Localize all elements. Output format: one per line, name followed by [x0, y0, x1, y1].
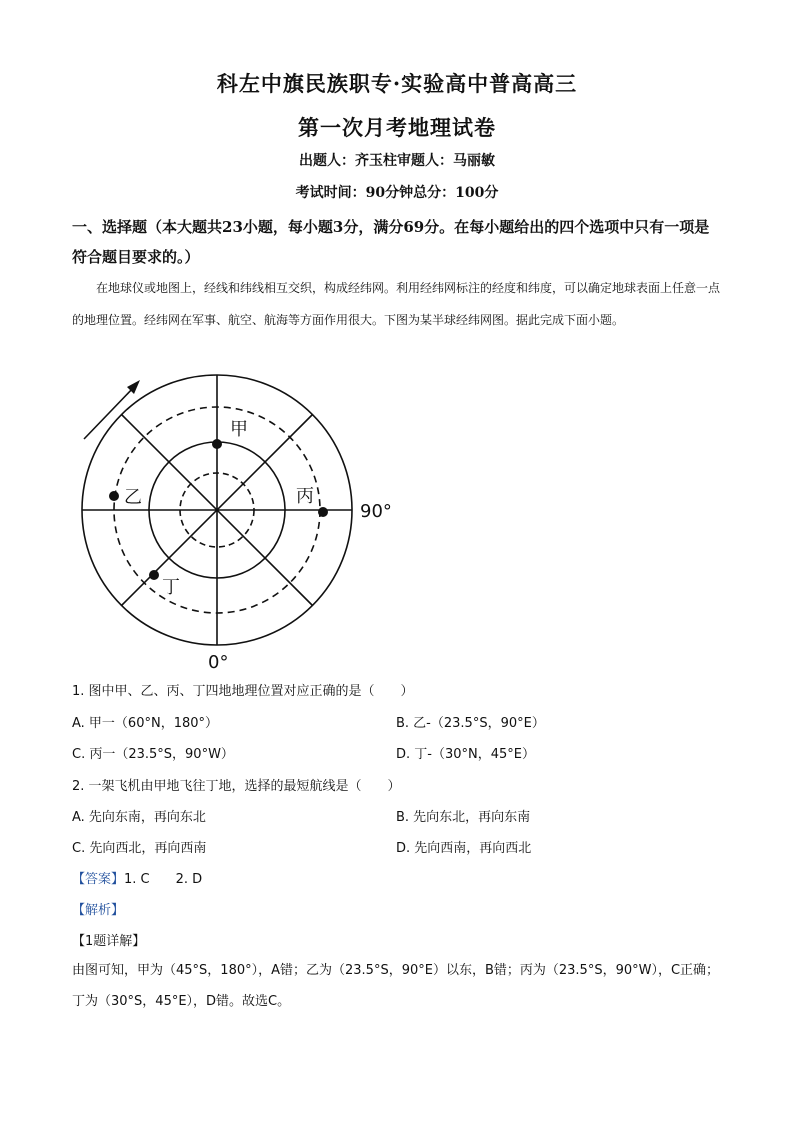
exam-title-line2: 第一次月考地理试卷 — [298, 115, 496, 140]
point-yi — [109, 491, 119, 501]
answer-text: 1. C 2. D — [124, 872, 203, 887]
label-lon-0: 0° — [208, 652, 229, 672]
question-1-option-b: B. 乙-（23.5°S，90°E） — [396, 716, 545, 731]
rotation-arrow-line — [84, 386, 135, 439]
analysis-line — [72, 899, 124, 918]
answer-line — [72, 868, 202, 887]
label-ding: 丁 — [162, 577, 180, 598]
analysis-label: 【解析】 — [72, 903, 125, 918]
analysis-sub-label: 【1题详解】 — [72, 934, 146, 949]
section-heading: 一、选择题（本大题共23小题，每小题3分，满分69分。在每小题给出的四个选项中只有一项是符合题目要求的。） — [72, 218, 710, 266]
graticule-svg — [72, 372, 402, 672]
exam-title-line1: 科左中旗民族职专·实验高中普高高三 — [216, 71, 578, 96]
label-yi: 乙 — [124, 487, 142, 508]
answer-label: 【答案】 — [72, 872, 125, 887]
hemisphere-graticule-diagram — [72, 372, 402, 672]
question-2-option-a: A. 先向东南，再向东北 — [72, 810, 206, 825]
question-2-option-d: D. 先向西南，再向西北 — [396, 841, 532, 856]
exam-authors: 出题人：齐玉柱审题人：马丽敏 — [299, 153, 495, 169]
label-bing: 丙 — [296, 486, 314, 507]
point-ding — [149, 570, 159, 580]
question-1-option-d: D. 丁-（30°N，45°E） — [396, 747, 535, 762]
question-2-option-c: C. 先向西北，再向西南 — [72, 841, 207, 856]
question-1-stem: 1. 图中甲、乙、丙、丁四地地理位置对应正确的是（ ） — [72, 684, 414, 699]
question-2-option-b: B. 先向东北，再向东南 — [396, 810, 531, 825]
exam-time-score: 考试时间：90分钟总分：100分 — [295, 185, 499, 201]
point-bing — [318, 507, 328, 517]
reading-passage: 在地球仪或地图上，经线和纬线相互交织，构成经纬网。利用经纬网标注的经度和纬度，可以确定地球表面上任意一点的地理位置。经纬网在军事、航空、航海等方面作用很大。下图为某半球经纬网图。据此完成下面小题。 — [72, 281, 721, 327]
analysis-text: 由图可知，甲为（45°S，180°），A错；乙为（23.5°S，90°E）以东，B错；丙为（23.5°S，90°W），C正确；丁为（30°S，45°E），D错。故选C。 — [72, 963, 720, 1009]
point-jia — [212, 439, 222, 449]
question-2-stem: 2. 一架飞机由甲地飞往丁地，选择的最短航线是（ ） — [72, 779, 401, 794]
question-1-option-c: C. 丙一（23.5°S，90°W） — [72, 747, 234, 762]
label-jia: 甲 — [230, 419, 248, 440]
question-1-option-a: A. 甲一（60°N，180°） — [72, 716, 219, 731]
label-lon-90: 90° — [360, 501, 392, 522]
